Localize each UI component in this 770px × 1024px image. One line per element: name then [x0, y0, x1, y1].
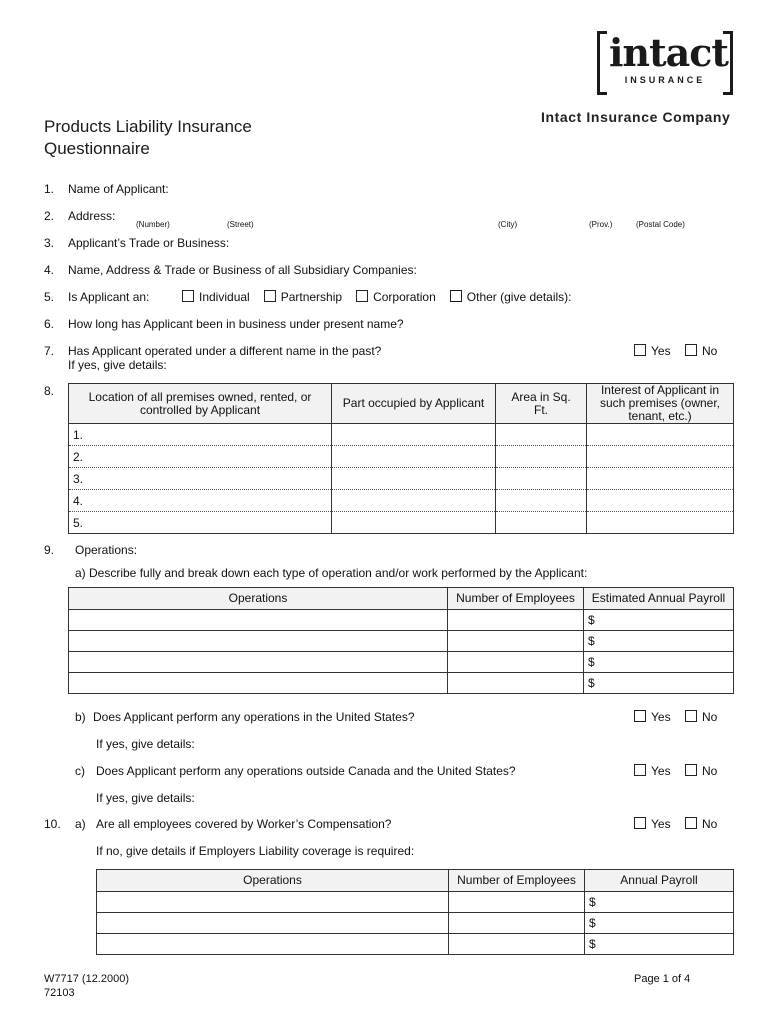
q9b-yes[interactable]: Yes — [634, 710, 671, 724]
intact-logo — [597, 31, 733, 89]
q4-number: 4. — [44, 263, 55, 277]
form-number: W7717 (12.2000) — [44, 973, 129, 985]
q2-number: 2. — [44, 209, 55, 223]
page-number: Page 1 of 4 — [634, 973, 691, 985]
partnership-checkbox[interactable] — [264, 290, 276, 302]
table-row — [97, 913, 734, 934]
page-title-line2: Questionnaire — [44, 139, 150, 158]
employees-header: Number of Employees — [448, 588, 584, 610]
table-row — [69, 424, 734, 446]
q9c-letter: c) — [75, 764, 85, 778]
q9b-no[interactable]: No — [685, 710, 717, 724]
premises-header-row — [69, 384, 734, 424]
q9b-label: Does Applicant perform any operations in the United States? — [93, 710, 415, 724]
q10-details-label: If no, give details if Employers Liability coverage is required: — [96, 844, 415, 858]
q6-label: How long has Applicant been in business under present name? — [68, 317, 404, 331]
q9a-label: a) Describe fully and break down each type of operation and/or work performed by the Applicant: — [75, 566, 588, 580]
table-row — [69, 490, 734, 512]
payroll-cell[interactable]: $ — [585, 913, 734, 934]
corporation-checkbox[interactable] — [356, 290, 368, 302]
q9c-details-label: If yes, give details: — [96, 791, 195, 805]
q10-yes-checkbox[interactable] — [634, 817, 646, 829]
q9b-details-label: If yes, give details: — [96, 737, 195, 751]
q2-label: Address: — [68, 209, 116, 223]
option-individual[interactable]: Individual — [182, 290, 250, 304]
q10a-letter: a) — [75, 817, 86, 831]
q10-yes[interactable]: Yes — [634, 817, 671, 831]
premises-table — [68, 383, 734, 534]
q10-no-checkbox[interactable] — [685, 817, 697, 829]
q9b-letter: b) — [75, 710, 86, 724]
table-row — [69, 652, 734, 673]
q9c-yes-checkbox[interactable] — [634, 764, 646, 776]
table-row — [69, 631, 734, 652]
q9c-no-checkbox[interactable] — [685, 764, 697, 776]
q7-label: Has Applicant operated under a different name in the past? — [68, 344, 382, 358]
premises-area-header: Area in Sq. Ft. — [496, 384, 587, 424]
address-prov-caption: (Prov.) — [589, 220, 613, 229]
premises-part-header: Part occupied by Applicant — [332, 384, 496, 424]
logo-left-bracket — [597, 31, 607, 95]
table-row — [69, 468, 734, 490]
payroll-cell[interactable]: $ — [585, 892, 734, 913]
q8-number: 8. — [44, 384, 55, 398]
logo-wordmark: intact — [609, 30, 728, 75]
individual-checkbox[interactable] — [182, 290, 194, 302]
wc-operations-header: Operations — [97, 870, 449, 892]
option-corporation[interactable]: Corporation — [356, 290, 436, 304]
option-other[interactable]: Other (give details): — [450, 290, 572, 304]
q5-options — [182, 290, 586, 304]
page-title-line1: Products Liability Insurance — [44, 117, 252, 136]
q9c-yes[interactable]: Yes — [634, 764, 671, 778]
q7-yes-checkbox[interactable] — [634, 344, 646, 356]
q9b-yes-checkbox[interactable] — [634, 710, 646, 722]
payroll-cell[interactable]: $ — [584, 673, 734, 694]
table-row — [97, 934, 734, 955]
q1-label: Name of Applicant: — [68, 182, 169, 196]
q3-label: Applicant’s Trade or Business: — [68, 236, 230, 250]
company-name: Intact Insurance Company — [541, 109, 731, 125]
premises-interest-header: Interest of Applicant in such premises (owner, tenant, etc.) — [587, 384, 734, 424]
q6-number: 6. — [44, 317, 55, 331]
premises-row-label[interactable]: 5. — [69, 512, 332, 534]
premises-row-label[interactable]: 2. — [69, 446, 332, 468]
address-street-caption: (Street) — [227, 220, 254, 229]
premises-row-label[interactable]: 3. — [69, 468, 332, 490]
q3-number: 3. — [44, 236, 55, 250]
payroll-header: Estimated Annual Payroll — [584, 588, 734, 610]
q9c-no[interactable]: No — [685, 764, 717, 778]
address-city-caption: (City) — [498, 220, 518, 229]
workers-comp-header-row — [97, 870, 734, 892]
q10-number: 10. — [44, 817, 61, 831]
q5-number: 5. — [44, 290, 55, 304]
table-row — [69, 446, 734, 468]
q9-number: 9. — [44, 543, 55, 557]
payroll-cell[interactable]: $ — [584, 652, 734, 673]
q7-yes[interactable]: Yes — [634, 344, 671, 358]
logo-subtitle: INSURANCE — [624, 75, 706, 85]
table-row — [69, 610, 734, 631]
wc-employees-header: Number of Employees — [449, 870, 585, 892]
premises-row-label[interactable]: 4. — [69, 490, 332, 512]
q7-no[interactable]: No — [685, 344, 717, 358]
operations-header-row — [69, 588, 734, 610]
q5-label: Is Applicant an: — [68, 290, 150, 304]
q1-number: 1. — [44, 182, 55, 196]
workers-comp-table — [96, 869, 734, 955]
q7-no-checkbox[interactable] — [685, 344, 697, 356]
q7-number: 7. — [44, 344, 55, 358]
form-code: 72103 — [44, 987, 75, 999]
payroll-cell[interactable]: $ — [584, 610, 734, 631]
table-row — [97, 892, 734, 913]
q4-label: Name, Address & Trade or Business of all Subsidiary Companies: — [68, 263, 417, 277]
q9c-label: Does Applicant perform any operations outside Canada and the United States? — [96, 764, 516, 778]
address-number-caption: (Number) — [136, 220, 170, 229]
table-row — [69, 512, 734, 534]
table-row — [69, 673, 734, 694]
payroll-cell[interactable]: $ — [585, 934, 734, 955]
q9-label: Operations: — [75, 543, 138, 557]
operations-table — [68, 587, 734, 694]
q10-no[interactable]: No — [685, 817, 717, 831]
other-checkbox[interactable] — [450, 290, 462, 302]
address-postal-caption: (Postal Code) — [636, 220, 685, 229]
logo-right-bracket — [723, 31, 733, 95]
option-partnership[interactable]: Partnership — [264, 290, 342, 304]
q9b-no-checkbox[interactable] — [685, 710, 697, 722]
premises-location-header: Location of all premises owned, rented, or controlled by Applicant — [69, 384, 332, 424]
q10-label: Are all employees covered by Worker’s Compensation? — [96, 817, 392, 831]
wc-payroll-header: Annual Payroll — [585, 870, 734, 892]
premises-row-label[interactable]: 1. — [69, 424, 332, 446]
payroll-cell[interactable]: $ — [584, 631, 734, 652]
q7-details-label: If yes, give details: — [68, 358, 167, 372]
operations-header: Operations — [69, 588, 448, 610]
